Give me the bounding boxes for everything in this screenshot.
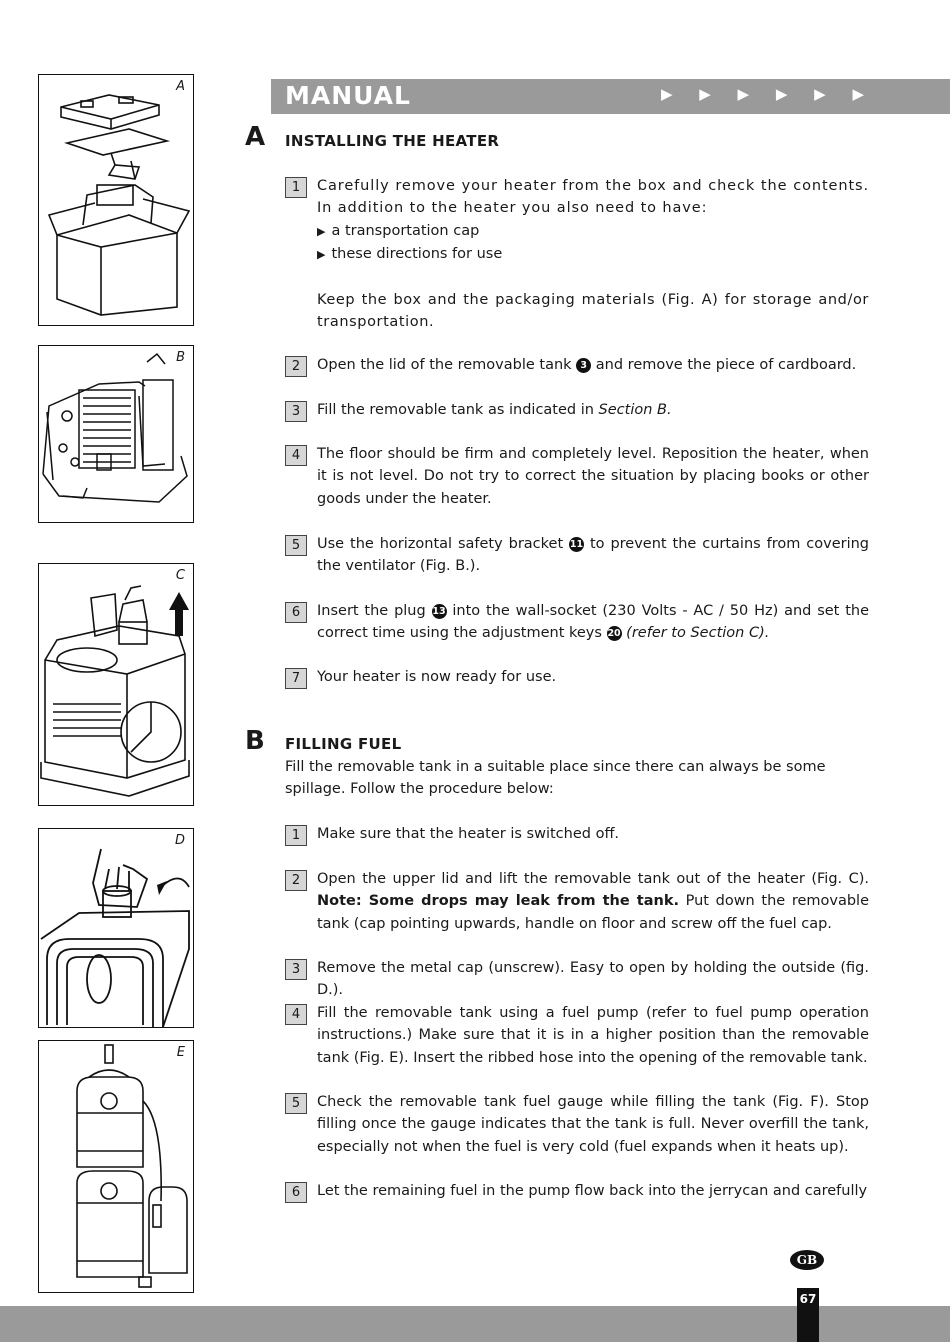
step-number: 2: [285, 356, 307, 377]
section-a-step-2: [285, 354, 869, 376]
step-text: Make sure that the heater is switched off.: [317, 826, 620, 842]
step-number: 5: [285, 535, 307, 556]
section-link-text: Section B.: [598, 402, 672, 418]
figure-label: D: [174, 833, 185, 848]
step-text: Your heater is now ready for use.: [317, 669, 557, 685]
step-text-cont: and remove the piece of cardboard.: [595, 357, 857, 373]
section-link-text: (refer to Section C).: [626, 625, 770, 642]
part-ref-badge: 3: [576, 358, 591, 373]
unscrew-cap-illustration: [39, 829, 193, 1027]
step-text: Open the lid of the removable tank: [317, 357, 572, 373]
step-text: Use the horizontal safety bracket: [317, 536, 564, 552]
section-b-step-3: [285, 957, 869, 1002]
figure-a: [38, 74, 194, 326]
figure-c: [38, 563, 194, 806]
language-badge: GB: [790, 1250, 824, 1270]
section-a-step-1: [285, 175, 869, 333]
figure-label: A: [176, 79, 185, 94]
step-text: Fill the removable tank using a fuel pump (refer to fuel pump operation instructions.) Make sure that it is in a higher position than the removable tank (Fig. E). Insert the ribbed hose into the opening of the removable tank.: [317, 1005, 869, 1066]
section-b-step-2: [285, 868, 869, 935]
page-number: 67: [797, 1288, 819, 1342]
section-b-intro: Fill the removable tank in a suitable place since there can always be some spillage. Follow the procedure below:: [285, 759, 826, 798]
lift-tank-illustration: [39, 564, 193, 805]
section-b-step-4: [285, 1002, 869, 1069]
step-number: 3: [285, 401, 307, 422]
section-a-letter: A: [245, 122, 266, 152]
step-number: 5: [285, 1093, 307, 1114]
section-b-step-1: [285, 823, 869, 845]
part-ref-badge: 13: [432, 606, 446, 617]
bullet-item: ▶ a transportation cap: [317, 220, 869, 243]
step-text-cont: to prevent the curtains from covering the ventilator (Fig. B.).: [317, 536, 870, 575]
section-b-step-5: [285, 1091, 869, 1158]
step-number: 6: [285, 1182, 307, 1203]
section-b-title: FILLING FUEL: [285, 735, 402, 753]
step-text: Carefully remove your heater from the box and check the contents. In addition to the heater you also need to have:: [317, 178, 869, 217]
section-a-step-6: [285, 600, 869, 645]
figure-label: E: [176, 1045, 185, 1060]
step-text-cont: into the wall-socket (230 Volts - AC / 50 Hz) and set the correct time using the adjustment keys: [317, 603, 869, 642]
page-title: MANUAL: [285, 81, 411, 110]
step-text: Let the remaining fuel in the pump flow back into the jerrycan and carefully: [317, 1183, 868, 1199]
manual-header-bar: [271, 79, 950, 114]
part-ref-badge: 11: [569, 539, 584, 550]
step-text: The floor should be firm and completely level. Reposition the heater, when it is not level. Do not try to correct the situation by placing books or other goods under the heater.: [317, 446, 869, 507]
warning-note: Note: Some drops may leak from the tank.: [317, 893, 679, 910]
section-b-letter: B: [245, 726, 265, 756]
section-a-title: INSTALLING THE HEATER: [285, 132, 500, 150]
step-text: Open the upper lid and lift the removable tank out of the heater (Fig. C).: [317, 871, 869, 887]
step-number: 6: [285, 602, 307, 623]
figure-e: [38, 1040, 194, 1293]
header-arrows-icon: ▶ ▶ ▶ ▶ ▶ ▶: [660, 85, 875, 103]
heater-back-illustration: [39, 346, 193, 522]
figure-label: B: [176, 350, 185, 365]
step-text: Fill the removable tank as indicated in: [317, 402, 594, 418]
step-text: Insert the plug: [317, 603, 426, 619]
figure-d: [38, 828, 194, 1028]
figure-label: C: [175, 568, 185, 583]
step-number: 3: [285, 959, 307, 980]
step-number: 1: [285, 177, 307, 198]
section-b-step-6: [285, 1180, 869, 1202]
step-text: Remove the metal cap (unscrew). Easy to open by holding the outside (fig. D.).: [317, 960, 869, 999]
section-a-step-5: [285, 533, 869, 578]
section-a-step-7: [285, 666, 869, 688]
step-number: 4: [285, 1004, 307, 1025]
step-text: Check the removable tank fuel gauge while filling the tank (Fig. F). Stop filling once the gauge indicates that the tank is full. Never overfill the tank, especially not when the fuel is very cold (fuel expands when it heats up).: [317, 1094, 869, 1155]
step-extra-text: Keep the box and the packaging materials (Fig. A) for storage and/or transportation.: [317, 291, 869, 331]
box-unpacking-illustration: [39, 75, 193, 325]
bullet-item: ▶ these directions for use: [317, 243, 869, 266]
section-a-step-3: [285, 399, 869, 421]
step-number: 7: [285, 668, 307, 689]
fuel-pump-illustration: [39, 1041, 193, 1292]
figure-b: [38, 345, 194, 523]
step-text-cont: Put down the removable tank (cap pointing upwards, handle on floor and screw off the fuel cap.: [317, 893, 869, 932]
part-ref-badge: 20: [607, 628, 621, 640]
section-a-step-4: [285, 443, 869, 510]
step-number: 2: [285, 870, 307, 891]
step-number: 1: [285, 825, 307, 846]
step-number: 4: [285, 445, 307, 466]
